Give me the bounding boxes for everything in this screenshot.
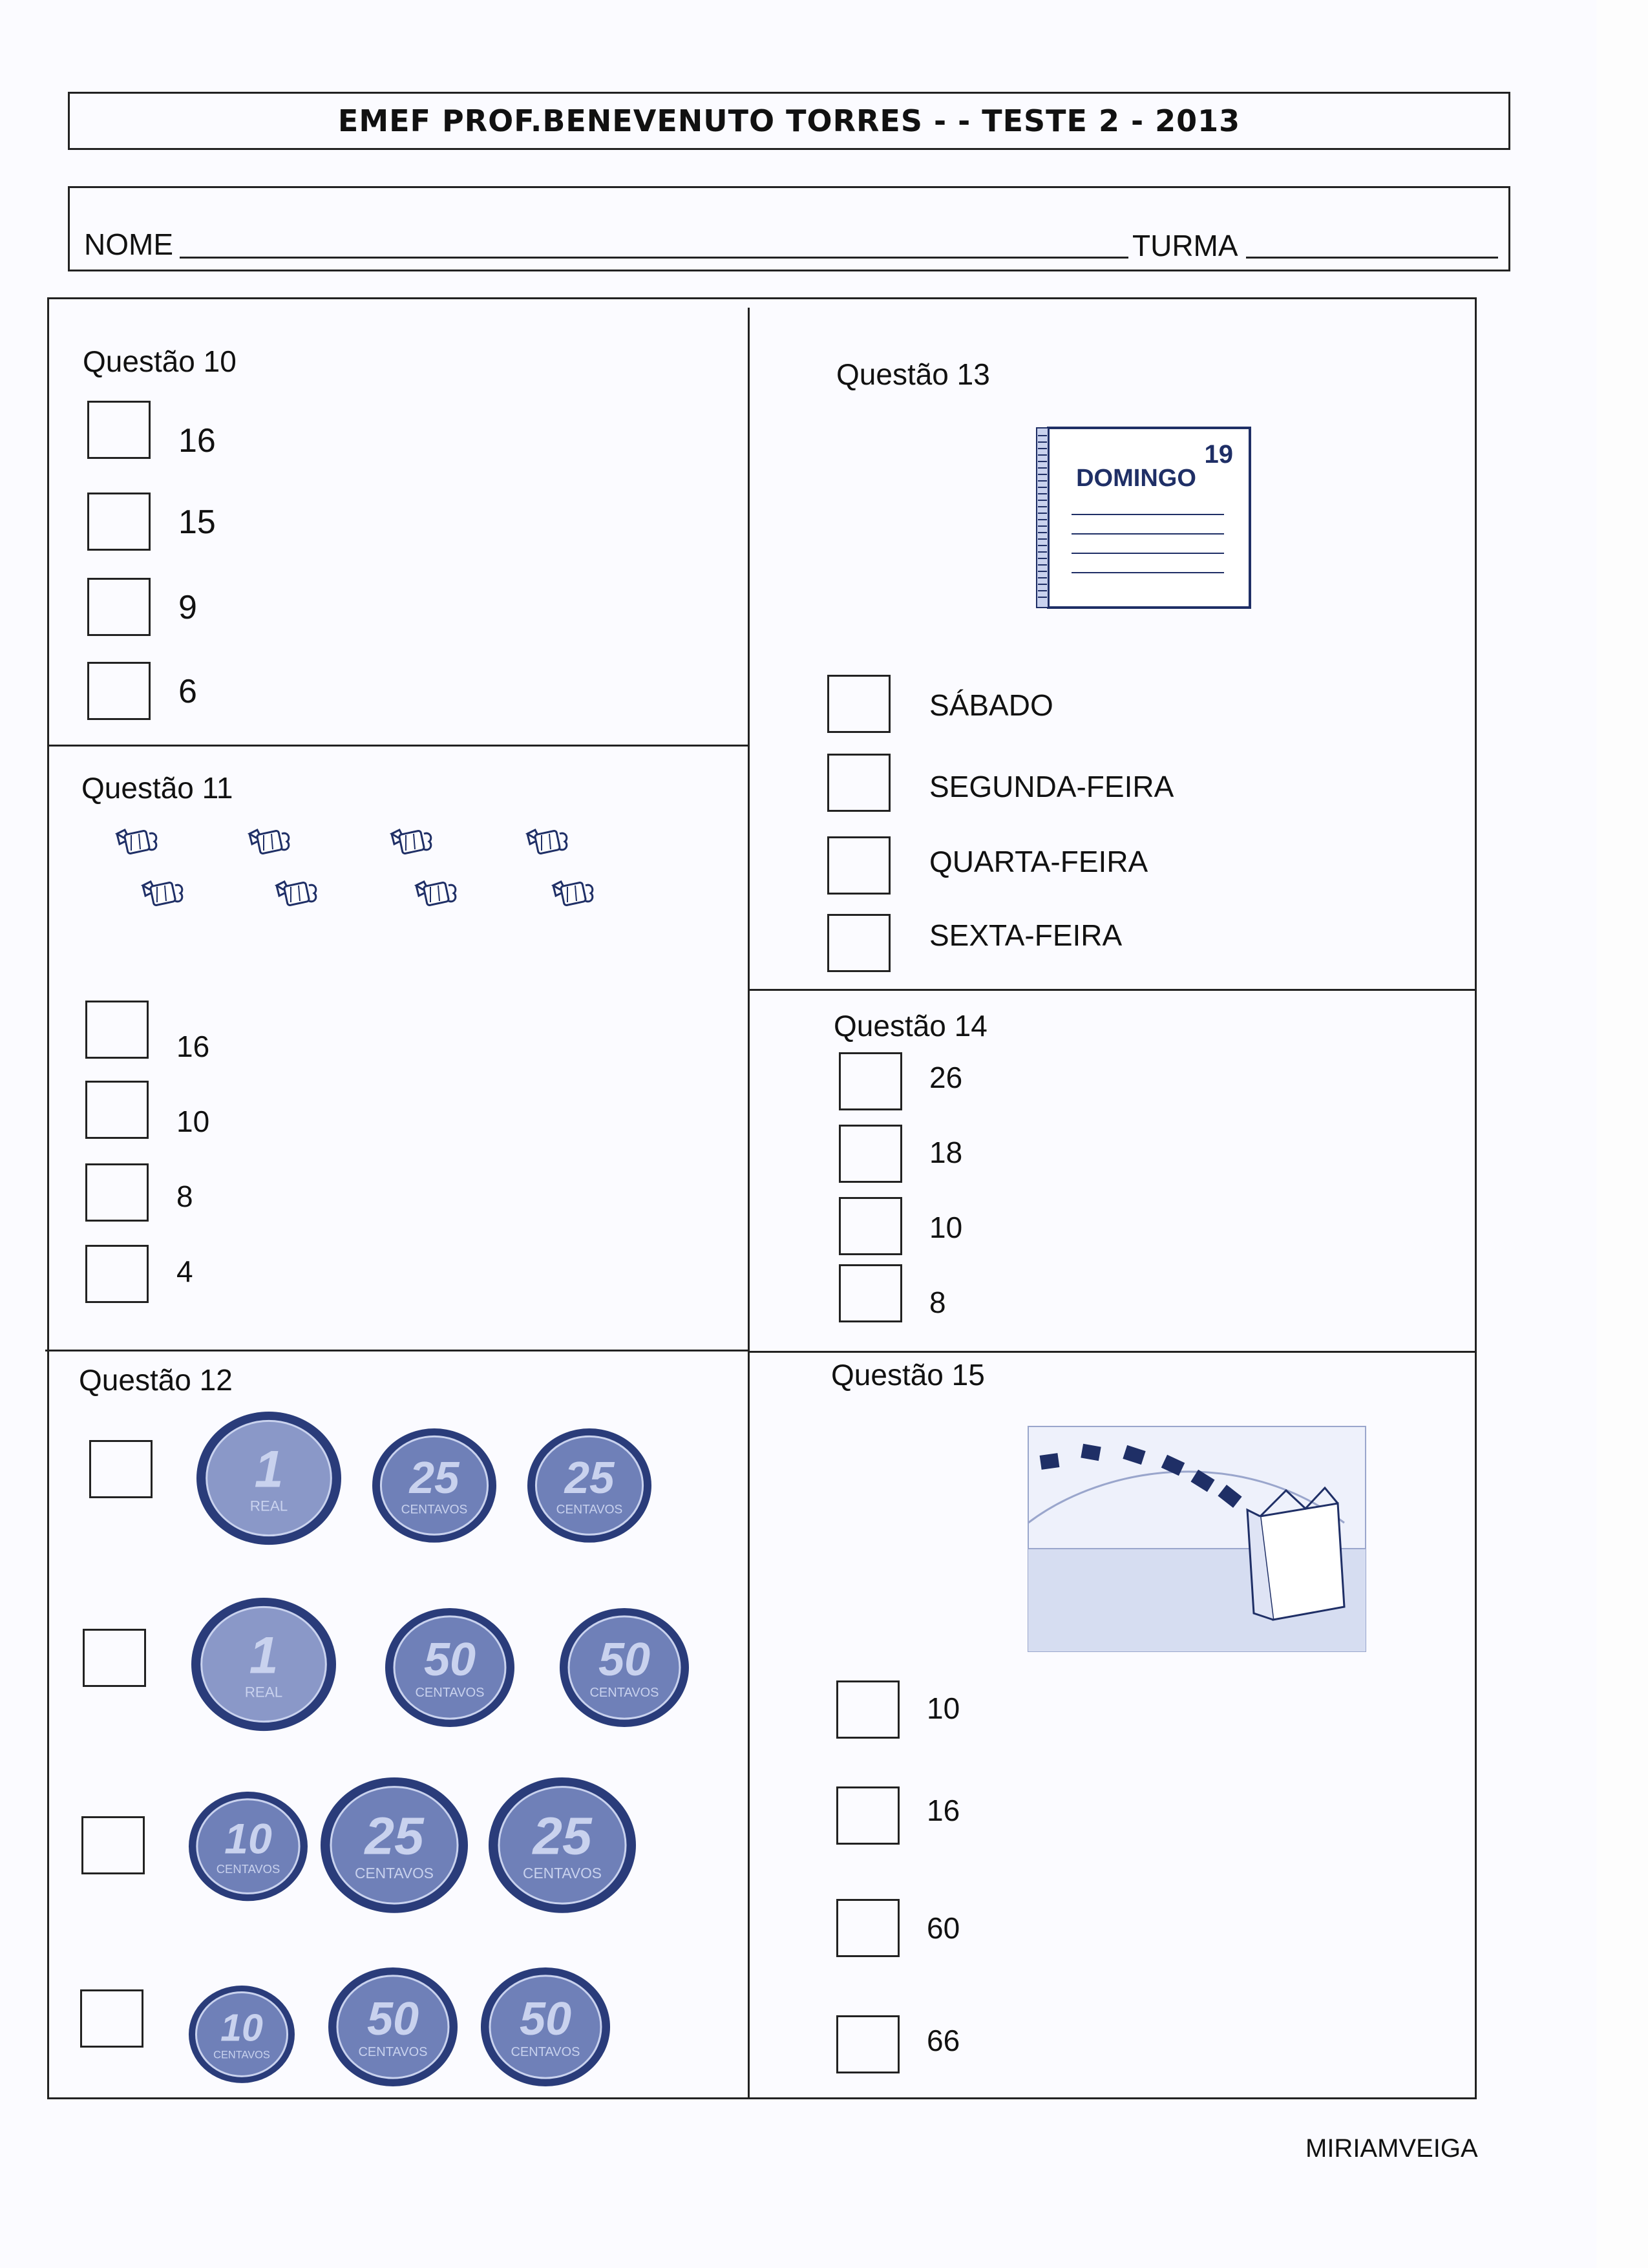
q15-option-4-checkbox[interactable] xyxy=(836,2015,900,2073)
q12-option-2-checkbox[interactable] xyxy=(83,1629,146,1687)
coin-10-centavos-icon xyxy=(186,1789,310,1903)
coin-unit: REAL xyxy=(249,1498,288,1514)
worksheet-title: EMEF PROF.BENEVENUTO TORRES - - TESTE 2 - 2013 xyxy=(68,92,1510,150)
coin-1-real-icon xyxy=(194,1409,344,1547)
q14-option-1-label: 26 xyxy=(929,1061,963,1094)
coin-unit: CENTAVOS xyxy=(511,2045,580,2059)
q14-option-4-label: 8 xyxy=(929,1286,946,1319)
coin-25-centavos-icon xyxy=(525,1426,654,1545)
q10-title: Questão 10 xyxy=(83,344,237,378)
q11-option-4-label: 4 xyxy=(176,1255,193,1288)
coin-25-centavos-icon xyxy=(318,1775,470,1916)
coin-unit: CENTAVOS xyxy=(589,1686,659,1700)
coin-25-centavos-icon xyxy=(486,1775,639,1916)
q13-option-3-checkbox[interactable] xyxy=(827,836,891,895)
coin-50-centavos-icon xyxy=(383,1606,517,1730)
q10-option-2-checkbox[interactable] xyxy=(87,493,151,551)
divider-q11-q12 xyxy=(45,1350,749,1351)
q15-option-2-label: 16 xyxy=(927,1794,960,1827)
coin-value: 50 xyxy=(366,1993,419,2045)
calendar-day: 19 xyxy=(1204,440,1233,469)
author-credit: MIRIAMVEIGA xyxy=(1305,2134,1478,2163)
class-label: TURMA xyxy=(1132,229,1238,262)
coin-10-centavos-icon xyxy=(186,1983,297,2086)
q15-option-4-label: 66 xyxy=(927,2024,960,2057)
name-label: NOME xyxy=(84,228,173,261)
student-info-box xyxy=(68,186,1510,271)
q11-option-1-checkbox[interactable] xyxy=(85,1001,149,1059)
coin-value: 10 xyxy=(220,2006,263,2050)
coin-value: 50 xyxy=(519,1993,572,2045)
q13-option-1-label: SÁBADO xyxy=(929,688,1053,722)
coin-unit: CENTAVOS xyxy=(401,1503,468,1517)
q14-option-4-checkbox[interactable] xyxy=(839,1264,902,1322)
coin-unit: REAL xyxy=(244,1684,283,1701)
candy-illustration xyxy=(103,821,646,950)
q10-option-2-label: 15 xyxy=(178,503,216,541)
coin-value: 1 xyxy=(249,1626,279,1685)
q14-option-2-checkbox[interactable] xyxy=(839,1125,902,1183)
coin-value: 10 xyxy=(224,1815,272,1863)
q15-option-3-checkbox[interactable] xyxy=(836,1899,900,1957)
coin-unit: CENTAVOS xyxy=(354,1865,434,1882)
q10-option-3-label: 9 xyxy=(178,589,197,626)
q15-title: Questão 15 xyxy=(831,1358,985,1392)
divider-q13-q14 xyxy=(748,989,1477,991)
q10-option-3-checkbox[interactable] xyxy=(87,578,151,636)
grid-center-divider xyxy=(748,308,750,2099)
q13-option-1-checkbox[interactable] xyxy=(827,675,891,733)
q11-option-2-checkbox[interactable] xyxy=(85,1081,149,1139)
q13-option-3-label: QUARTA-FEIRA xyxy=(929,845,1148,878)
q10-option-1-label: 16 xyxy=(178,422,216,460)
coin-unit: CENTAVOS xyxy=(358,2045,428,2059)
coin-50-centavos-icon xyxy=(557,1606,692,1730)
q12-option-3-checkbox[interactable] xyxy=(81,1816,145,1874)
divider-q14-q15 xyxy=(748,1351,1477,1353)
class-field-line[interactable] xyxy=(1246,257,1498,259)
q12-option-1-checkbox[interactable] xyxy=(89,1440,153,1498)
q10-option-4-label: 6 xyxy=(178,673,197,710)
q14-option-3-checkbox[interactable] xyxy=(839,1197,902,1255)
coin-unit: CENTAVOS xyxy=(522,1865,602,1882)
q10-option-4-checkbox[interactable] xyxy=(87,662,151,720)
coin-50-centavos-icon xyxy=(478,1965,613,2089)
candy-pair-4-icon xyxy=(527,830,593,906)
q15-option-1-label: 10 xyxy=(927,1691,960,1725)
q12-option-4-checkbox[interactable] xyxy=(80,1989,143,2048)
page-edge xyxy=(1596,0,1648,2268)
coin-unit: CENTAVOS xyxy=(213,2049,270,2061)
q11-option-1-label: 16 xyxy=(176,1030,210,1063)
q14-option-1-checkbox[interactable] xyxy=(839,1052,902,1110)
calendar-weekday: DOMINGO xyxy=(1076,465,1196,492)
q13-option-2-label: SEGUNDA-FEIRA xyxy=(929,770,1174,803)
q14-option-2-label: 18 xyxy=(929,1136,963,1169)
q13-option-4-checkbox[interactable] xyxy=(827,914,891,972)
coin-25-centavos-icon xyxy=(370,1426,499,1545)
coin-value: 25 xyxy=(364,1807,424,1866)
coin-value: 50 xyxy=(598,1634,651,1686)
q11-option-4-checkbox[interactable] xyxy=(85,1245,149,1303)
candy-pair-1-icon xyxy=(117,830,182,906)
name-field-line[interactable] xyxy=(180,257,1128,259)
q10-option-1-checkbox[interactable] xyxy=(87,401,151,459)
q11-option-2-label: 10 xyxy=(176,1105,210,1138)
q15-option-2-checkbox[interactable] xyxy=(836,1786,900,1845)
divider-q10-q11 xyxy=(47,745,749,747)
q15-option-3-label: 60 xyxy=(927,1911,960,1945)
q11-title: Questão 11 xyxy=(81,771,233,805)
q14-option-3-label: 10 xyxy=(929,1211,963,1244)
q13-title: Questão 13 xyxy=(836,357,990,391)
q13-option-4-label: SEXTA-FEIRA xyxy=(929,918,1123,952)
coin-unit: CENTAVOS xyxy=(556,1503,623,1517)
q11-option-3-label: 8 xyxy=(176,1180,193,1213)
q11-option-3-checkbox[interactable] xyxy=(85,1163,149,1222)
bag-illustration xyxy=(1028,1426,1366,1652)
coin-value: 1 xyxy=(254,1440,284,1499)
coin-value: 25 xyxy=(409,1452,460,1503)
coin-unit: CENTAVOS xyxy=(216,1862,280,1876)
calendar-icon xyxy=(1033,427,1251,609)
candy-pair-2-icon xyxy=(249,830,316,906)
candy-pair-3-icon xyxy=(392,830,456,906)
coin-value: 25 xyxy=(564,1452,615,1503)
coin-1-real-icon xyxy=(189,1595,339,1733)
coin-50-centavos-icon xyxy=(326,1965,460,2089)
q14-title: Questão 14 xyxy=(834,1009,988,1043)
coin-value: 50 xyxy=(423,1634,476,1686)
q13-option-2-checkbox[interactable] xyxy=(827,754,891,812)
coin-value: 25 xyxy=(533,1807,592,1866)
q12-title: Questão 12 xyxy=(79,1363,233,1397)
q15-option-1-checkbox[interactable] xyxy=(836,1680,900,1739)
coin-unit: CENTAVOS xyxy=(415,1686,485,1700)
